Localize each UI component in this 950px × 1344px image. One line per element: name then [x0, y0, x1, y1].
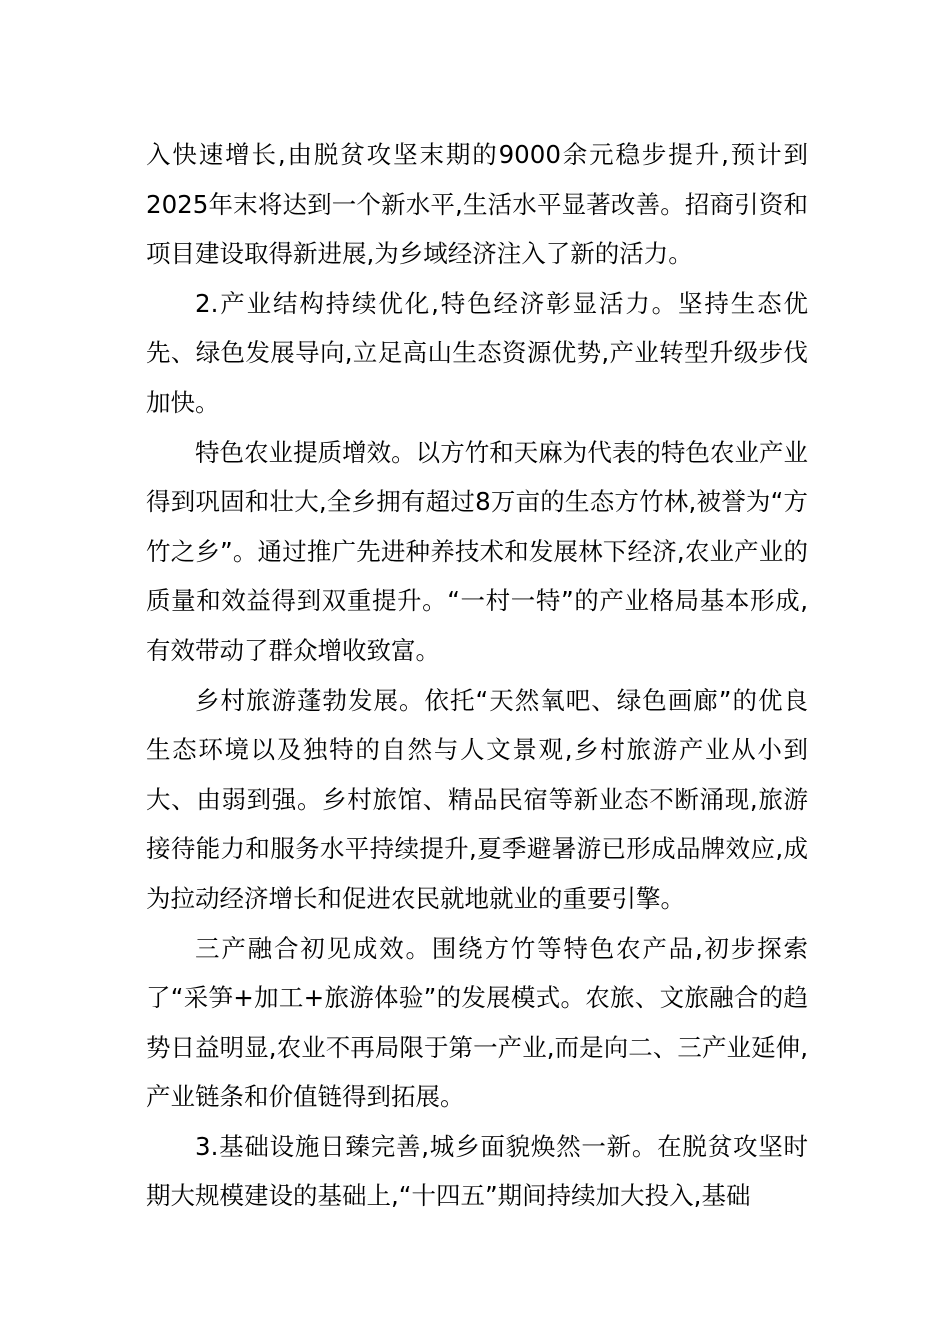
paragraph-infrastructure: 3.基础设施日臻完善,城乡面貌焕然一新。在脱贫攻坚时期大规模建设的基础上,“十四五”期间持续加大投入,基础	[146, 1131, 808, 1211]
paragraph-industry-integration: 三产融合初见成效。围绕方竹等特色农产品,初步探索了“采笋+加工+旅游体验”的发展模式。农旅、文旅融合的趋势日益明显,农业不再局限于第一产业,而是向二、三产业延伸,产业链条和价值链得到拓展。	[146, 933, 808, 1112]
body-text	[146, 130, 808, 1221]
paragraph-rural-tourism: 乡村旅游蓬勃发展。依托“天然氧吧、绿色画廊”的优良生态环境以及独特的自然与人文景观,乡村旅游产业从小到大、由弱到强。乡村旅馆、精品民宿等新业态不断涌现,旅游接待能力和服务水平持续提升,夏季避暑游已形成品牌效应,成为拉动经济增长和促进农民就地就业的重要引擎。	[146, 685, 808, 913]
paragraph-specialty-agriculture: 特色农业提质增效。以方竹和天麻为代表的特色农业产业得到巩固和壮大,全乡拥有超过8万亩的生态方竹林,被誉为“方竹之乡”。通过推广先进种养技术和发展林下经济,农业产业的质量和效益得到双重提升。“一村一特”的产业格局基本形成,有效带动了群众增收致富。	[146, 437, 808, 665]
paragraph-income-growth: 入快速增长,由脱贫攻坚末期的9000余元稳步提升,预计到2025年末将达到一个新水平,生活水平显著改善。招商引资和项目建设取得新进展,为乡域经济注入了新的活力。	[146, 140, 808, 269]
paragraph-industry-structure: 2.产业结构持续优化,特色经济彰显活力。坚持生态优先、绿色发展导向,立足高山生态资源优势,产业转型升级步伐加快。	[146, 288, 808, 417]
